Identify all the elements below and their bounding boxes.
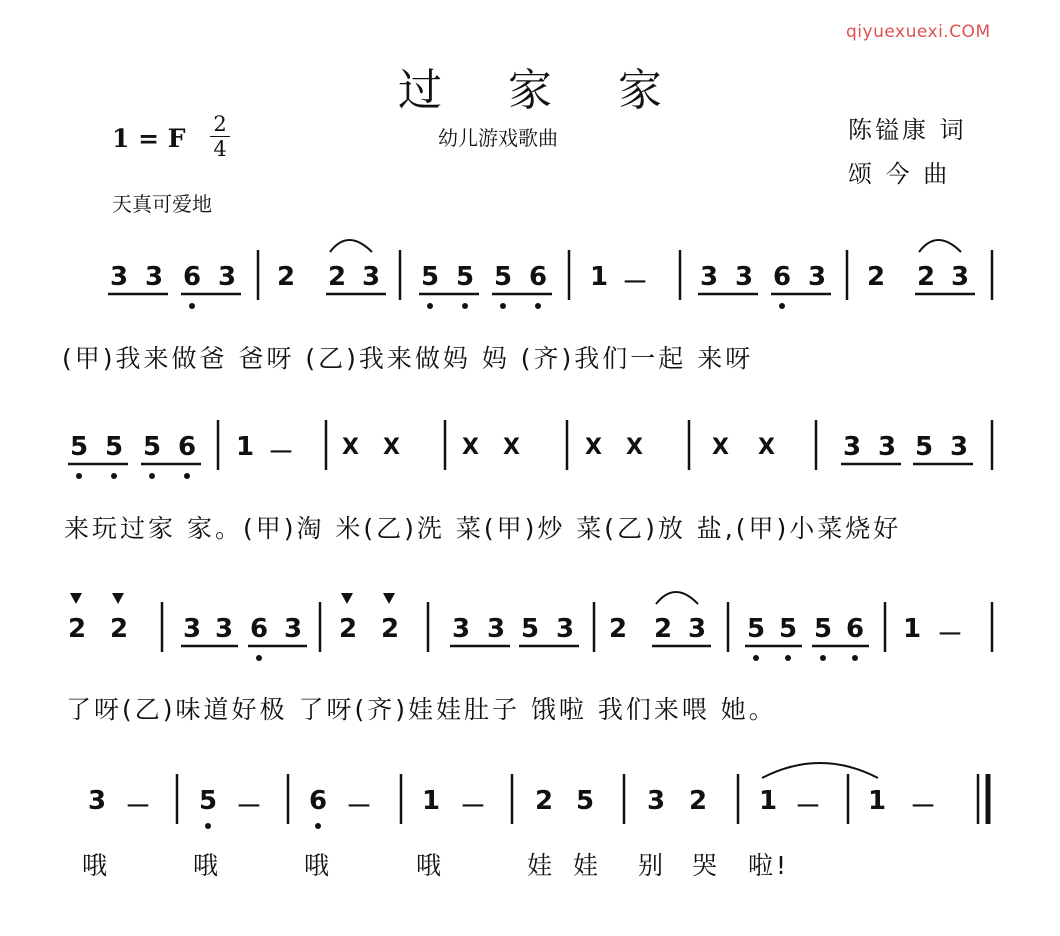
note-x: X [383,435,400,460]
note: 3 [843,432,862,462]
lyric: 娃 [573,851,602,880]
note: 1 [759,786,778,816]
note: 3 [218,262,237,292]
slur [919,240,961,252]
note: － [236,792,263,822]
time-signature-numerator: 2 [213,112,227,136]
slur [762,763,878,778]
note-x: X [712,435,729,460]
accent-mark [112,593,124,604]
tempo-marking: 天真可爱地 [112,192,212,216]
note: 5 [747,614,766,644]
note: 2 [867,262,886,292]
note: 2 [328,262,347,292]
note-x: X [342,435,359,460]
note-x: X [758,435,775,460]
note: 3 [735,262,754,292]
note: 3 [88,786,107,816]
note: 3 [284,614,303,644]
note: 6 [529,262,548,292]
note: 5 [494,262,513,292]
row-1-lyrics: (甲)我来做爸 爸呀 (乙)我来做妈 妈 (齐)我们一起 来呀 [62,344,754,373]
watermark: qiyuexuexi.COM [846,22,991,42]
lyricist-credit: 陈镒康 词 [848,116,967,144]
note: 1 [236,432,255,462]
octave-dot [785,655,791,661]
octave-dot [205,823,211,829]
note: 5 [105,432,124,462]
octave-dot [184,473,190,479]
note: 2 [110,614,129,644]
note: 5 [421,262,440,292]
note-x: X [462,435,479,460]
lyric: 别 [638,851,667,880]
accent-mark [383,593,395,604]
note: 3 [878,432,897,462]
note: 3 [808,262,827,292]
octave-dot [111,473,117,479]
note: 5 [70,432,89,462]
lyric: 哦 [416,851,445,880]
note: － [460,792,487,822]
octave-dot [76,473,82,479]
note: 1 [590,262,609,292]
note: 5 [915,432,934,462]
note: 2 [535,786,554,816]
note: 2 [381,614,400,644]
octave-dot [535,303,541,309]
row-2-lyrics: 来玩过家 家。(甲)淘 米(乙)洗 菜(甲)炒 菜(乙)放 盐,(甲)小菜烧好 [64,514,902,543]
note: 2 [277,262,296,292]
octave-dot [820,655,826,661]
note: 3 [950,432,969,462]
octave-dot [189,303,195,309]
note: 2 [654,614,673,644]
note: 3 [452,614,471,644]
note: 2 [689,786,708,816]
note-x: X [503,435,520,460]
note: 5 [456,262,475,292]
note: 6 [846,614,865,644]
octave-dot [779,303,785,309]
note: 3 [688,614,707,644]
note: 6 [250,614,269,644]
note: 3 [556,614,575,644]
note: 3 [951,262,970,292]
note: 2 [68,614,87,644]
lyric: 哦 [304,851,333,880]
key-signature: 1 = F [112,124,186,153]
note: 6 [183,262,202,292]
note: 5 [199,786,218,816]
note: 2 [917,262,936,292]
time-signature-denominator: 4 [213,137,227,161]
octave-dot [315,823,321,829]
note: 3 [183,614,202,644]
subtitle: 幼儿游戏歌曲 [438,126,558,150]
octave-dot [256,655,262,661]
octave-dot [753,655,759,661]
note: － [622,268,649,298]
song-title: 过 家 家 [398,65,688,116]
note: 3 [215,614,234,644]
accent-mark [70,593,82,604]
note: 2 [609,614,628,644]
note: 1 [868,786,887,816]
lyric: 哭 [692,851,721,880]
note: 5 [576,786,595,816]
slur [330,240,372,252]
note-x: X [626,435,643,460]
octave-dot [500,303,506,309]
note: － [910,792,937,822]
note: 3 [145,262,164,292]
octave-dot [149,473,155,479]
lyric: 啦! [748,851,790,880]
note: － [937,620,964,650]
octave-dot [852,655,858,661]
octave-dot [427,303,433,309]
note: 6 [178,432,197,462]
lyric: 哦 [193,851,222,880]
octave-dot [462,303,468,309]
lyric: 哦 [82,851,111,880]
note: 2 [339,614,358,644]
note: 6 [309,786,328,816]
note: 3 [647,786,666,816]
note-x: X [585,435,602,460]
accent-mark [341,593,353,604]
composer-credit: 颂 今 曲 [848,160,951,188]
note: 3 [487,614,506,644]
note: 3 [362,262,381,292]
note: 5 [814,614,833,644]
note: 1 [903,614,922,644]
note: 5 [521,614,540,644]
row-3-lyrics: 了呀(乙)味道好极 了呀(齐)娃娃肚子 饿啦 我们来喂 她。 [66,695,777,724]
note: 3 [700,262,719,292]
note: － [346,792,373,822]
note: － [125,792,152,822]
note: 5 [143,432,162,462]
note: 5 [779,614,798,644]
note: － [268,438,295,468]
note: 6 [773,262,792,292]
note: － [795,792,822,822]
note: 1 [422,786,441,816]
lyric: 娃 [527,851,556,880]
slur [656,592,698,604]
note: 3 [110,262,129,292]
